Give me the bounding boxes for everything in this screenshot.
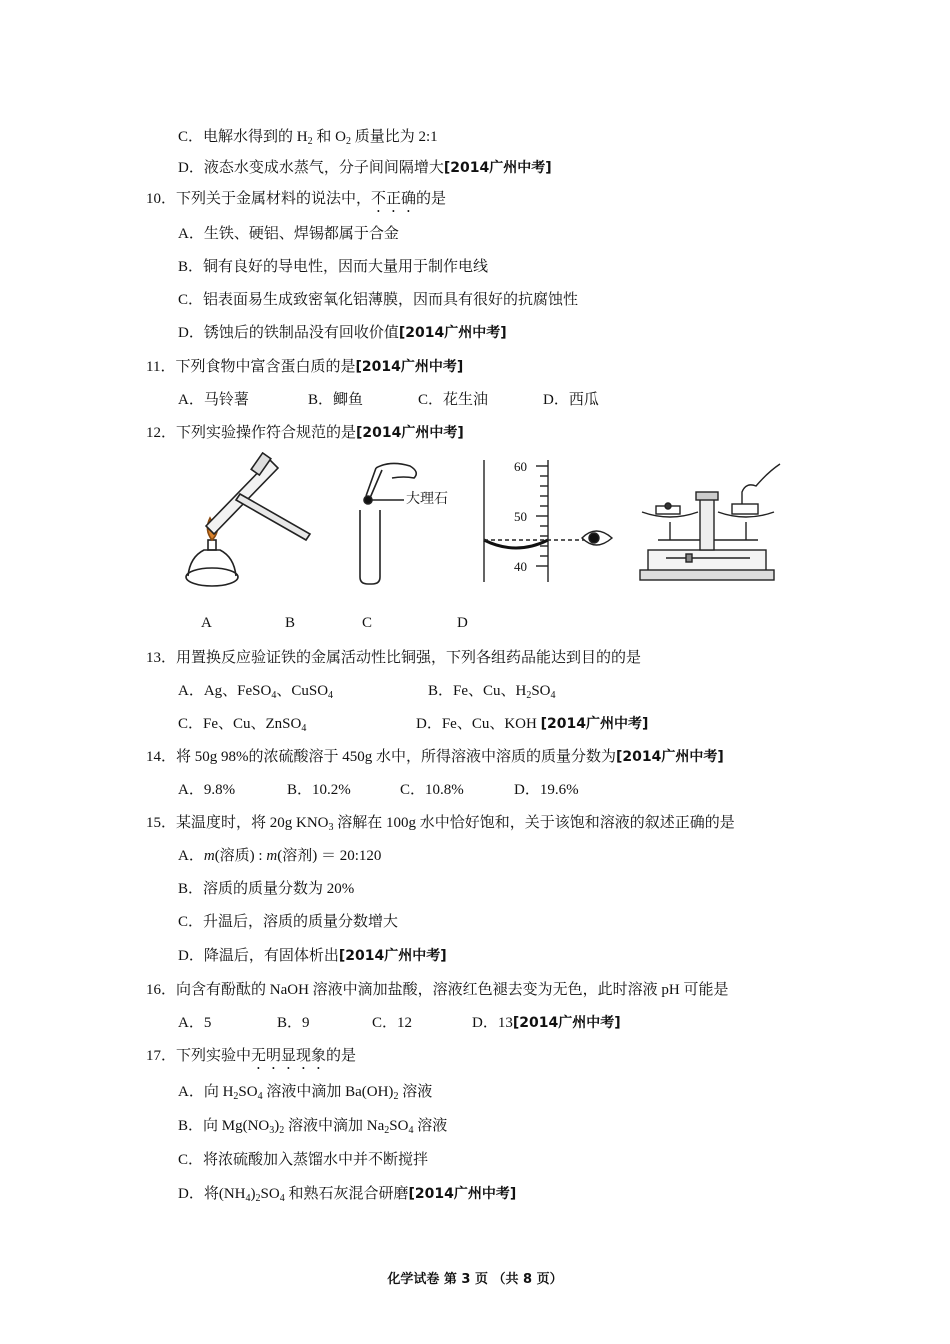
page-footer: 化学试卷 第 3 页 （共 8 页） [387,1272,563,1287]
tick-label-40: 40 [514,559,527,574]
emphasis-text: 无明显现象 [251,1048,327,1064]
q17-option-a: A．向 $H_2SO_4$ 溶液中滴加 $Ba(OH)_2$ 溶液 [178,1084,433,1102]
q14-option-b: B．10.2% [287,782,351,798]
q13-option-c: C．Fe、Cu、ZnSO$_4$ [178,716,307,734]
source-tag: [2014广州中考] [616,749,724,765]
q11-option-d: D．西瓜 [543,392,599,408]
tick-label-50: 50 [514,509,527,524]
q11-option-b: B．鲫鱼 [308,392,364,408]
q14-option-d: D．19.6% [514,782,579,798]
q13-stem: 13．用置换反应验证铁的金属活动性比铜强，下列各组药品能达到目的的是 [146,650,642,666]
q13-option-b: B．Fe、Cu、$H_2SO_4$ [428,683,556,701]
q10-option-b: B．铜有良好的导电性，因而大量用于制作电线 [178,259,489,275]
q14-option-a: A．9.8% [178,782,236,798]
q16-option-b: B．9 [277,1015,310,1031]
q14-option-c: C．10.8% [400,782,464,798]
q10-option-c: C．铝表面易生成致密氧化铝薄膜，因而具有很好的抗腐蚀性 [178,292,579,308]
figure-label-b: B [285,615,296,631]
q15-option-a: A．m(溶质) : m(溶剂) ＝ 20:120 [178,848,382,864]
q17-option-b: B．向 $Mg(NO_3)_2$ 溶液中滴加 $Na_2SO_4$ 溶液 [178,1118,448,1136]
q16-option-c: C．12 [372,1015,413,1031]
q14-stem: 14．将 50g 98%的浓硫酸溶于 450g 水中，所得溶液中溶质的质量分数为[2014广州中考] [146,749,724,765]
source-tag: [2014广州中考] [443,160,552,176]
source-tag: [2014广州中考] [540,716,649,732]
q13-option-d: D．Fe、Cu、KOH [2014广州中考] [416,716,649,732]
q12-figures [170,452,790,602]
source-tag: [2014广州中考] [338,948,447,964]
q16-option-d: D．13[2014广州中考] [472,1015,621,1031]
figure-d-balance-scale [640,464,780,580]
q11-stem: 11．下列食物中富含蛋白质的是[2014广州中考] [146,359,464,375]
source-tag: [2014广州中考] [512,1015,621,1031]
figure-b-marble-test-tube [360,463,448,584]
figure-label-d: D [457,615,468,631]
q11-option-a: A．马铃薯 [178,392,249,408]
q15-option-c: C．升温后，溶质的质量分数增大 [178,914,399,930]
q10-option-a: A．生铁、硬铝、焊锡都属于合金 [178,226,399,242]
marble-label: 大理石 [406,492,448,507]
q17-stem: 17．下列实验中无明显现象的是 [146,1048,357,1064]
source-tag: [2014广州中考] [398,325,507,341]
q12-stem: 12．下列实验操作符合规范的是[2014广州中考] [146,425,464,441]
q15-stem: 15．某温度时，将 20g $KNO_3$ 溶解在 100g 水中恰好饱和，关于该饱和溶液的叙述正确的是 [146,815,735,833]
figure-label-a: A [201,615,212,631]
tick-label-60: 60 [514,459,527,474]
figure-a-heating-test-tube [186,453,310,586]
figure-c-graduated-cylinder [484,459,612,582]
source-tag: [2014广州中考] [408,1186,517,1202]
q15-option-b: B．溶质的质量分数为 20% [178,881,355,897]
source-tag: [2014广州中考] [356,425,464,441]
q10-option-d: D．锈蚀后的铁制品没有回收价值[2014广州中考] [178,325,507,341]
q13-option-a: A．Ag、FeSO$_4$、CuSO$_4$ [178,683,334,701]
emphasis-text: 不正确 [371,191,417,207]
q16-option-a: A．5 [178,1015,212,1031]
q15-option-d: D．降温后，有固体析出[2014广州中考] [178,948,447,964]
q16-stem: 16．向含有酚酞的 NaOH 溶液中滴加盐酸，溶液红色褪去变为无色，此时溶液 pH 可能是 [146,982,729,998]
q17-option-c: C．将浓硫酸加入蒸馏水中并不断搅拌 [178,1152,429,1168]
figure-label-c: C [362,615,373,631]
q11-option-c: C．花生油 [418,392,489,408]
q10-stem: 10．下列关于金属材料的说法中，不正确的是 [146,191,447,207]
source-tag: [2014广州中考] [355,359,464,375]
q17-option-d: D．将$(NH_4)_2SO_4$ 和熟石灰混合研磨[2014广州中考] [178,1186,517,1204]
q9-option-c: C．电解水得到的 $H_2$ 和 $O_2$ 质量比为 2:1 [178,129,438,147]
q9-option-d: D．液态水变成水蒸气，分子间间隔增大[2014广州中考] [178,160,552,176]
